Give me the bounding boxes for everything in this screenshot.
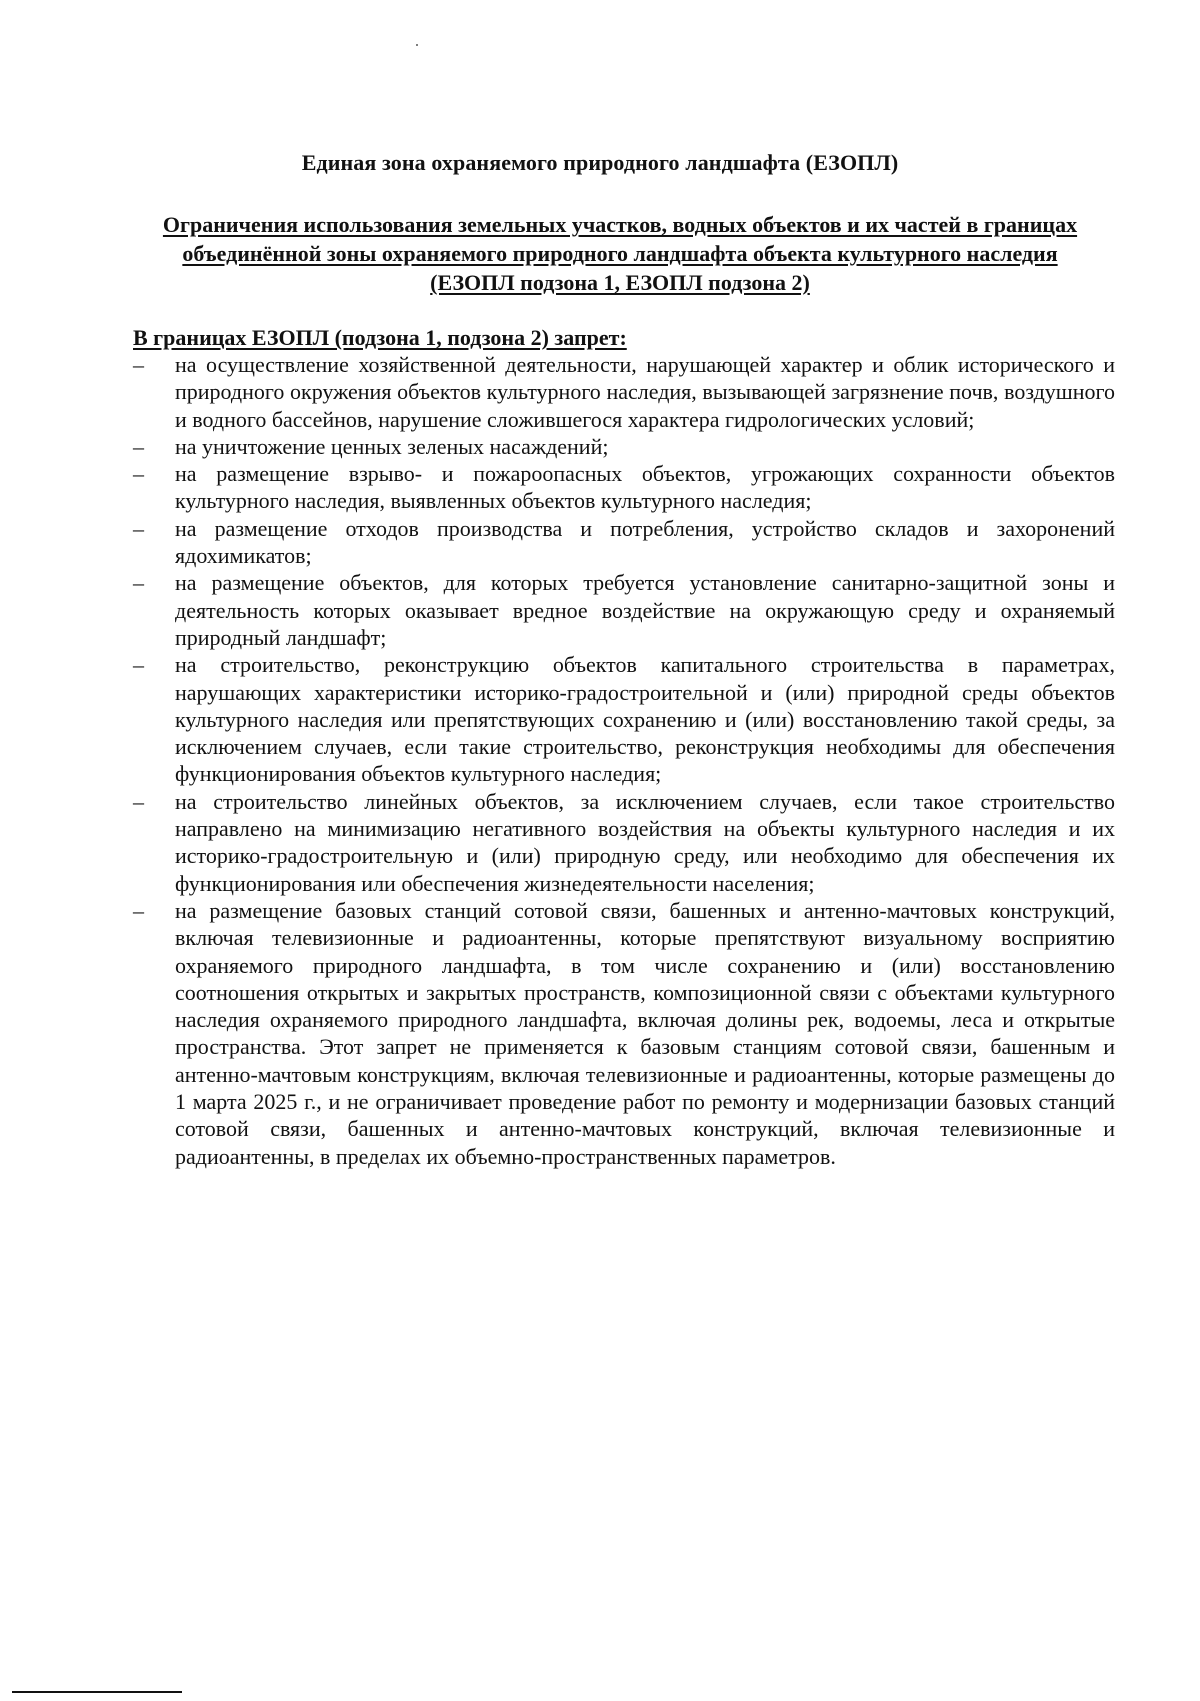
restriction-text: на уничтожение ценных зеленых насаждений; (175, 433, 609, 459)
restriction-item (133, 351, 1115, 433)
scan-speck (416, 44, 418, 46)
footnote-rule (12, 1691, 182, 1693)
list-dash: – (133, 652, 144, 678)
restriction-text: на осуществление хозяйственной деятельности, нарушающей характер и облик исторического и природного окружения объектов культурного наследия, вызывающей загрязнение почв, воздушного и водного бассейнов, нарушение сложившегося характера гидрологических условий; (175, 352, 1115, 432)
restriction-text: на размещение объектов, для которых требуется установление санитарно-защитной зоны и деятельность которых оказывает вредное воздействие на окружающую среду и охраняемый природный ландшафт; (175, 570, 1115, 650)
restriction-item (133, 569, 1115, 651)
document-title: Единая зона охраняемого природного ландшафта (ЕЗОПЛ) (301, 150, 899, 175)
restriction-text: на строительство линейных объектов, за исключением случаев, если такое строительство направлено на минимизацию негативного воздействия на объекты культурного наследия и их историко-градостроительную и (или) природную среду, или необходимо для обеспечения их функционирования или обеспечения жизнедеятельности населения; (175, 788, 1115, 896)
restriction-item (133, 515, 1115, 570)
restriction-list (133, 351, 1115, 1170)
list-dash: – (133, 515, 144, 541)
list-dash: – (133, 352, 144, 377)
restriction-item (133, 897, 1115, 1170)
document-subtitle: Ограничения использования земельных участков, водных объектов и их частей в границах объединённой зоны охраняемого природного ландшафта объекта культурного наследия (ЕЗОПЛ подзона 1, ЕЗОПЛ подзона 2) (162, 212, 1078, 295)
restriction-text: на размещение взрыво- и пожароопасных объектов, угрожающих сохранности объектов культурного наследия, выявленных объектов культурного наследия; (175, 461, 1115, 514)
restriction-item (133, 460, 1115, 515)
list-dash: – (133, 461, 144, 487)
restriction-text: на размещение отходов производства и потребления, устройство складов и захоронений ядохимикатов; (175, 515, 1115, 569)
list-dash: – (133, 570, 144, 596)
restriction-item (133, 651, 1115, 787)
list-dash: – (133, 897, 144, 923)
restriction-item (133, 788, 1115, 897)
restriction-item (133, 433, 1115, 460)
section-heading: В границах ЕЗОПЛ (подзона 1, подзона 2) запрет: (133, 325, 627, 350)
restriction-text: на размещение базовых станций сотовой связи, башенных и антенно-мачтовых конструкций, включая телевизионные и радиоантенны, которые препятствуют визуальному восприятию охраняемого природного ландшафта, в том числе сохранению и (или) восстановлению соотношения открытых и закрытых пространств, композиционной связи с объектами культурного наследия охраняемого природного ландшафта, включая долины рек, водоемы, леса и открытые пространства. Этот запрет не применяется к базовым станциям сотовой связи, башенным и антенно-мачтовым конструкциям, включая телевизионные и радиоантенны, которые размещены до 1 марта 2025 г., и не ограничивает проведение работ по ремонту и модернизации базовых станций сотовой связи, башенных и антенно-мачтовых конструкций, включая телевизионные и радиоантенны, в пределах их объемно-пространственных параметров. (175, 897, 1115, 1169)
restriction-text: на строительство, реконструкцию объектов капитального строительства в параметрах, нарушающих характеристики историко-градостроительной и (или) природной среды объектов культурного наследия или препятствующих сохранению и (или) восстановлению такой среды, за исключением случаев, если такие строительство, реконструкция необходимы для обеспечения функционирования объектов культурного наследия; (175, 652, 1115, 787)
list-dash: – (133, 788, 144, 814)
list-dash: – (133, 433, 144, 459)
